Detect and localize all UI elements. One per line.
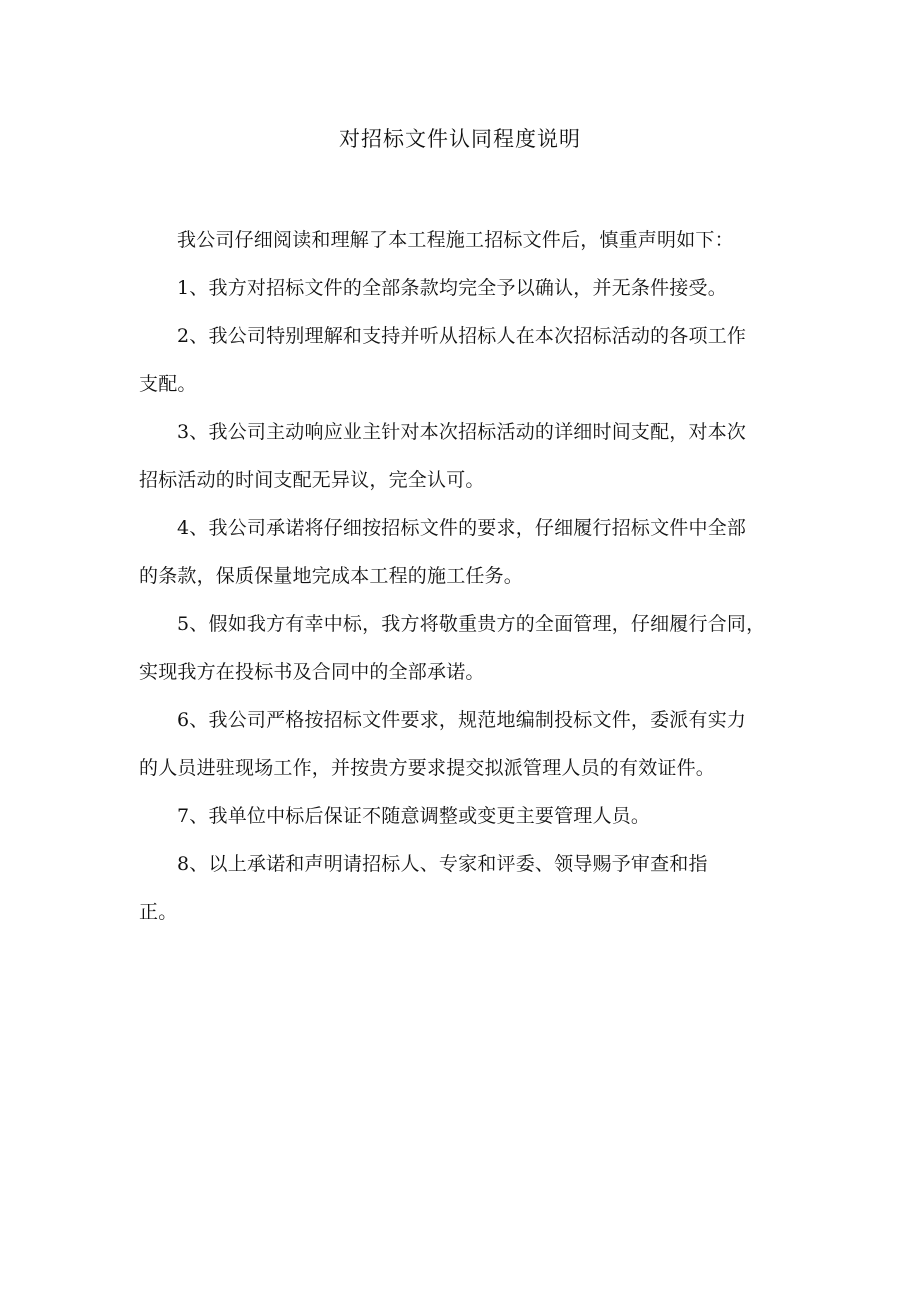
item-8 xyxy=(139,840,789,936)
intro-paragraph xyxy=(139,216,789,264)
item-3-line-2: 招标活动的时间支配无异议，完全认可。 xyxy=(139,469,485,491)
item-6-line-1: 6、我公司严格按招标文件要求，规范地编制投标文件，委派有实力 xyxy=(177,709,747,731)
item-8-line-2: 正。 xyxy=(139,901,178,923)
intro-text: 我公司仔细阅读和理解了本工程施工招标文件后，慎重声明如下： xyxy=(177,229,734,251)
item-1-line-1: 1、我方对招标文件的全部条款均完全予以确认，并无条件接受。 xyxy=(177,277,727,299)
item-4-line-1: 4、我公司承诺将仔细按招标文件的要求，仔细履行招标文件中全部 xyxy=(177,517,747,539)
item-3-line-1: 3、我公司主动响应业主针对本次招标活动的详细时间支配，对本次 xyxy=(177,421,747,443)
document-title: 对招标文件认同程度说明 xyxy=(339,127,581,151)
item-8-line-1: 8、以上承诺和声明请招标人、专家和评委、领导赐予审查和指 xyxy=(177,853,708,875)
item-6 xyxy=(139,696,789,792)
item-3 xyxy=(139,408,789,504)
item-4-line-2: 的条款，保质保量地完成本工程的施工任务。 xyxy=(139,565,524,587)
item-5 xyxy=(139,600,789,696)
item-2-line-2: 支配。 xyxy=(139,373,197,395)
item-7 xyxy=(139,792,789,840)
item-2 xyxy=(139,312,789,408)
item-1 xyxy=(139,264,789,312)
document-body xyxy=(139,216,789,936)
item-7-line-1: 7、我单位中标后保证不随意调整或变更主要管理人员。 xyxy=(177,805,651,827)
item-6-line-2: 的人员进驻现场工作，并按贵方要求提交拟派管理人员的有效证件。 xyxy=(139,757,716,779)
item-2-line-1: 2、我公司特别理解和支持并听从招标人在本次招标活动的各项工作 xyxy=(177,325,747,347)
item-5-line-1: 5、假如我方有幸中标，我方将敬重贵方的全面管理，仔细履行合同， xyxy=(177,613,766,635)
item-5-line-2: 实现我方在投标书及合同中的全部承诺。 xyxy=(139,661,485,683)
item-4 xyxy=(139,504,789,600)
